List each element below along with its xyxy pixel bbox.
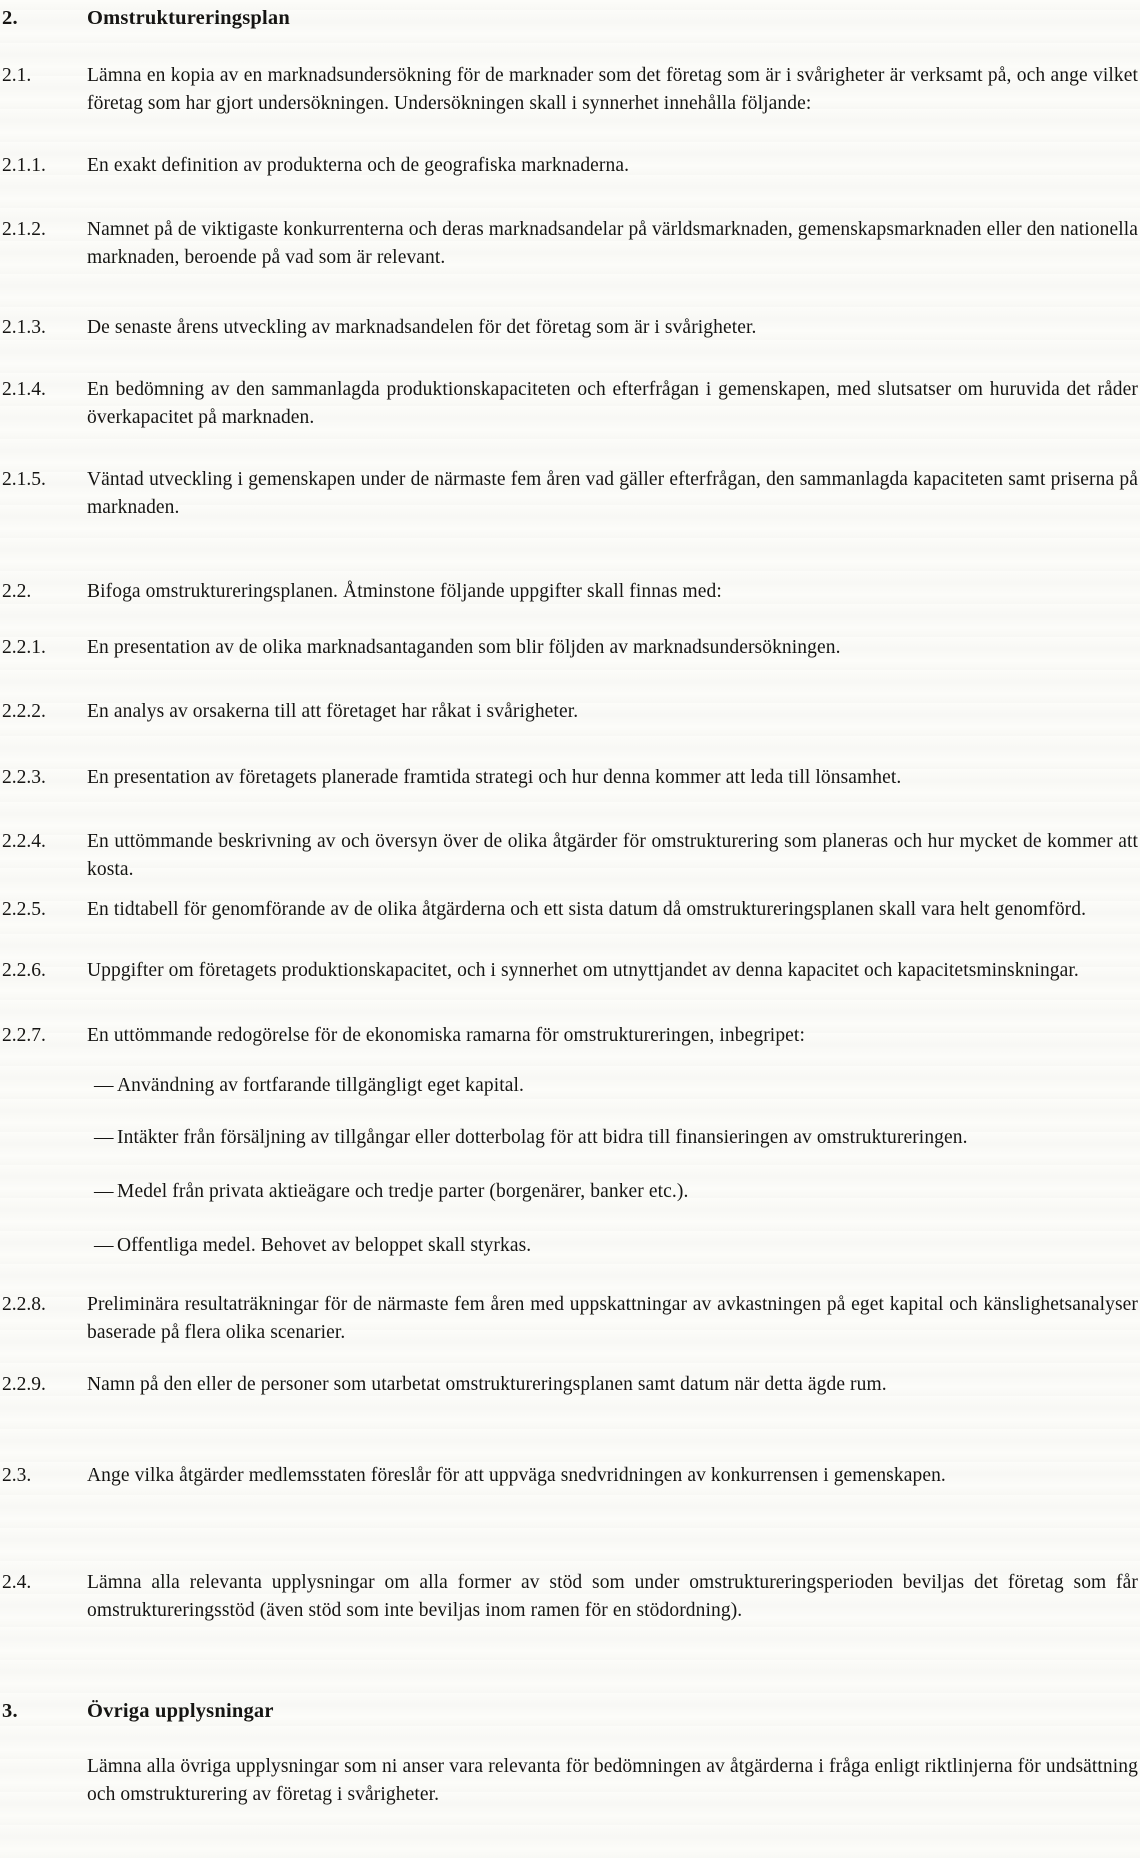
- item-number: 2.1.4.: [2, 379, 46, 400]
- item-number: 2.2.7.: [2, 1025, 46, 1046]
- item-text: Namnet på de viktigaste konkurrenterna och deras marknadsandelar på världsmarknaden, gemenskapsmarknaden eller den nationella marknaden, beroende på vad som är relevant.: [87, 219, 1139, 268]
- bullet-dash: —: [94, 1181, 114, 1202]
- item-number: 2.1.3.: [2, 317, 46, 338]
- item-number: 2.2.1.: [2, 637, 46, 658]
- item-number: 2.2.5.: [2, 899, 46, 920]
- doc-item-2-1-5: [2, 466, 1138, 522]
- doc-item-2-2-8: [2, 1291, 1138, 1347]
- item-text: Bifoga omstruktureringsplanen. Åtminstone följande uppgifter skall finnas med:: [87, 581, 722, 602]
- item-text: En analys av orsakerna till att företaget har råkat i svårigheter.: [87, 701, 579, 722]
- item-text: Ange vilka åtgärder medlemsstaten föreslår för att uppväga snedvridningen av konkurrensen i gemenskapen.: [87, 1465, 946, 1486]
- item-text: Uppgifter om företagets produktionskapacitet, och i synnerhet om utnyttjandet av denna kapacitet och kapacitetsminskningar.: [87, 960, 1079, 981]
- item-text: En uttömmande beskrivning av och översyn över de olika åtgärder för omstrukturering som planeras och hur mycket de kommer att kosta.: [87, 831, 1138, 880]
- doc-item-2-1-4: [2, 376, 1138, 432]
- doc-item-2-1-2: [2, 216, 1138, 272]
- item-number: 2.2.8.: [2, 1294, 46, 1315]
- section-3-number: 3.: [2, 1700, 18, 1722]
- section-2-number: 2.: [2, 7, 18, 29]
- doc-item-2-2-4: [2, 828, 1138, 884]
- bullet-text: Medel från privata aktieägare och tredje parter (borgenärer, banker etc.).: [117, 1181, 689, 1202]
- item-text: En uttömmande redogörelse för de ekonomiska ramarna för omstruktureringen, inbegripet:: [87, 1025, 805, 1046]
- doc-item-2-2-2: [2, 698, 1138, 726]
- doc-item-2-2-6: [2, 957, 1138, 985]
- item-text: En tidtabell för genomförande av de olika åtgärderna och ett sista datum då omstruktureringsplanen skall vara helt genomförd.: [87, 899, 1087, 920]
- item-text: De senaste årens utveckling av marknadsandelen för det företag som är i svårigheter.: [87, 317, 757, 338]
- bullet-text: Intäkter från försäljning av tillgångar eller dotterbolag för att bidra till finansieringen av omstruktureringen.: [117, 1127, 968, 1148]
- section-2-title: Omstruktureringsplan: [87, 7, 290, 29]
- item-text: Lämna alla relevanta upplysningar om alla former av stöd som under omstruktureringsperioden beviljas det företag som får omstruktureringsstöd (även stöd som inte beviljas inom ramen för en stödordning).: [87, 1572, 1138, 1621]
- item-number: 2.2.9.: [2, 1374, 46, 1395]
- item-number: 2.2.2.: [2, 701, 46, 722]
- doc-item-2-3: [2, 1462, 1138, 1490]
- doc-item-2-1: [2, 62, 1138, 118]
- bullet-dash: —: [94, 1075, 114, 1096]
- item-number: 2.1.1.: [2, 155, 46, 176]
- item-number: 2.1.5.: [2, 469, 46, 490]
- doc-item-2-1-1: [2, 152, 1138, 180]
- doc-item-2-2-7: [2, 1022, 1138, 1050]
- bullet-text: Användning av fortfarande tillgängligt eget kapital.: [117, 1075, 524, 1096]
- doc-item-2-1-3: [2, 314, 1138, 342]
- section-3-heading: [2, 1697, 1138, 1725]
- item-text: Namn på den eller de personer som utarbetat omstruktureringsplanen samt datum när detta ägde rum.: [87, 1374, 887, 1395]
- item-number: 2.4.: [2, 1572, 32, 1593]
- doc-item-2-4: [2, 1569, 1138, 1625]
- bullet-dash: —: [94, 1127, 114, 1148]
- item-text: En bedömning av den sammanlagda produktionskapaciteten och efterfrågan i gemenskapen, med slutsatser om huruvida det råder överkapacitet på marknaden.: [87, 379, 1138, 428]
- closing-text: Lämna alla övriga upplysningar som ni anser vara relevanta för bedömningen av åtgärderna i fråga enligt riktlinjerna för undsättning och omstrukturering av företag i svårigheter.: [87, 1756, 1138, 1805]
- doc-item-2-2-5: [2, 896, 1138, 924]
- bullet-item-public-funds: [94, 1232, 1138, 1260]
- item-number: 2.3.: [2, 1465, 32, 1486]
- item-number: 2.1.: [2, 65, 32, 86]
- item-text: En exakt definition av produkterna och de geografiska marknaderna.: [87, 155, 630, 176]
- item-text: Väntad utveckling i gemenskapen under de närmaste fem åren vad gäller efterfrågan, den sammanlagda kapaciteten samt priserna på marknaden.: [87, 469, 1138, 518]
- bullet-dash: —: [94, 1235, 114, 1256]
- closing-paragraph: [2, 1753, 1138, 1809]
- item-number: 2.2.4.: [2, 831, 46, 852]
- bullet-item-private-funds: [94, 1178, 1138, 1206]
- item-text: En presentation av de olika marknadsantaganden som blir följden av marknadsundersökningen.: [87, 637, 841, 658]
- document-page: [0, 4, 1138, 1809]
- item-text: Lämna en kopia av en marknadsundersökning för de marknader som det företag som är i svårigheter är verksamt på, och ange vilket företag som har gjort undersökningen. Undersökningen skall i synnerhet innehålla följande:: [87, 65, 1138, 114]
- bullet-text: Offentliga medel. Behovet av beloppet skall styrkas.: [117, 1235, 532, 1256]
- item-text: En presentation av företagets planerade framtida strategi och hur denna kommer att leda till lönsamhet.: [87, 767, 902, 788]
- bullet-item-asset-sales: [94, 1124, 1138, 1152]
- doc-item-2-2-1: [2, 634, 1138, 662]
- item-number: 2.1.2.: [2, 219, 46, 240]
- item-number: 2.2.: [2, 581, 32, 602]
- item-text: Preliminära resultaträkningar för de närmaste fem åren med uppskattningar av avkastningen på eget kapital och känslighetsanalyser baserade på flera olika scenarier.: [87, 1294, 1138, 1343]
- doc-item-2-2-3: [2, 764, 1138, 792]
- item-number: 2.2.6.: [2, 960, 46, 981]
- section-2-heading: [2, 4, 1138, 32]
- item-number: 2.2.3.: [2, 767, 46, 788]
- bullet-item-own-capital: [94, 1072, 1138, 1100]
- doc-item-2-2-9: [2, 1371, 1138, 1399]
- doc-item-2-2: [2, 578, 1138, 606]
- section-3-title: Övriga upplysningar: [87, 1700, 274, 1722]
